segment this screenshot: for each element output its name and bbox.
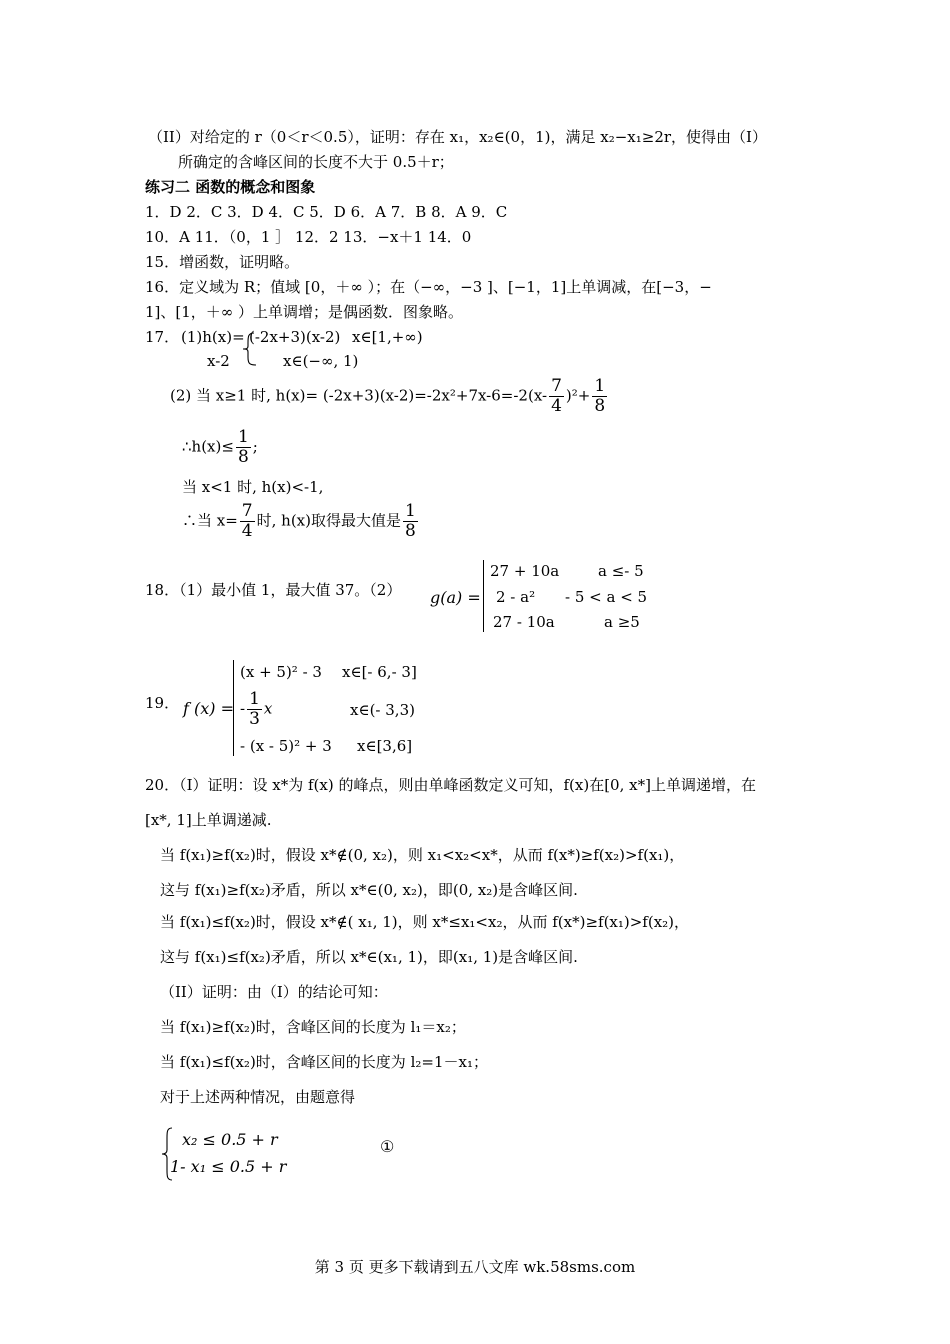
q17-frac-1-8 (592, 377, 607, 416)
q19-row3-expr: - (x - 5)² + 3 (240, 737, 332, 755)
q20-line7: （II）证明：由（I）的结论可知： (160, 983, 388, 1001)
q19-row2-sign: - (240, 699, 246, 718)
q17-therefore1-prefix: ∴h(x)≤ (182, 437, 234, 456)
q19-row2-frac (247, 690, 262, 729)
q18-row3-cond: a ≥5 (604, 613, 640, 631)
q20-system-row1: x₂ ≤ 0.5 + r (182, 1130, 278, 1149)
answers-row1: 1．D 2．C 3．D 4．C 5．D 6．A 7．B 8．A 9．C (145, 203, 508, 221)
q20-line6: 这与 f(x₁)≤f(x₂)矛盾，所以 x*∈(x₁, 1)，即(x₁, 1)是含峰区间. (160, 948, 578, 966)
q19-lhs: f (x) = (183, 699, 235, 718)
q17-frac2-num: 1 (594, 376, 606, 396)
q17-therefore1-num: 1 (237, 427, 249, 447)
q16-line2: 1]、[1，＋∞ ）上单调增；是偶函数．图象略。 (145, 303, 464, 321)
q17-therefore2-num2: 1 (405, 501, 416, 521)
q18-row1-cond: a ≤- 5 (598, 562, 644, 580)
q17-case2-cond: x∈(−∞, 1) (283, 352, 359, 370)
q20-line1: 20．（I）证明：设 x*为 f(x) 的峰点，则由单峰函数定义可知，f(x)在[0, x*]上单调递增，在 (145, 776, 756, 794)
q19-row2-den: 3 (249, 709, 260, 729)
page-footer: 第 3 页 更多下载请到五八文库 wk.58sms.com (314, 1258, 636, 1276)
q17-therefore2-prefix: ∴当 x= (182, 511, 238, 530)
q20-line2: [x*, 1]上单调递减. (145, 811, 272, 829)
q20-line4: 这与 f(x₁)≥f(x₂)矛盾，所以 x*∈(0, x₂)，即(0, x₂)是含峰区间. (160, 881, 578, 899)
q17-therefore2-frac1 (240, 502, 255, 541)
q17-therefore2-den2: 8 (405, 521, 416, 541)
q19-row1-expr: (x + 5)² - 3 (240, 663, 322, 681)
circled-one-marker: ① (380, 1137, 395, 1156)
q19-row1-cond: x∈[- 6,- 3] (342, 663, 417, 681)
q19-label: 19． (145, 694, 180, 712)
q17-therefore1 (182, 428, 258, 467)
q17-brace (240, 331, 260, 367)
q17-label: 17． (145, 328, 180, 346)
q20-line9: 当 f(x₁)≤f(x₂)时，含峰区间的长度为 l₂=1－x₁； (160, 1053, 488, 1071)
q17-therefore1-suffix: ; (252, 437, 258, 456)
q18-row3-expr: 27 - 10a (493, 613, 555, 631)
q17-therefore1-den: 8 (237, 447, 249, 467)
q17-therefore1-frac (236, 428, 251, 467)
q20-line8: 当 f(x₁)≥f(x₂)时，含峰区间的长度为 l₁＝x₂； (160, 1018, 466, 1036)
q19-row3-cond: x∈[3,6] (357, 737, 413, 755)
q19-row2-var: x (263, 699, 273, 718)
q19-row2-cond: x∈(- 3,3) (350, 701, 415, 719)
q17-therefore2-frac2 (403, 502, 418, 541)
section-title: 练习二 函数的概念和图象 (145, 178, 316, 196)
answers-row2: 10．A 11．（0，1 ］ 12．2 13．−x＋1 14．0 (145, 228, 472, 246)
q17-frac1-num: 7 (551, 376, 562, 396)
q18-row2-cond: - 5 < a < 5 (565, 588, 648, 606)
q20-line5: 当 f(x₁)≤f(x₂)时，假设 x*∉( x₁, 1)，则 x*≤x₁<x₂，从而 f(x*)≥f(x₁)>f(x₂)， (160, 913, 690, 931)
q17-case1-expr: (-2x+3)(x-2) (249, 328, 341, 346)
q17-case2-expr: x-2 (207, 352, 230, 370)
q17-therefore2 (182, 502, 420, 541)
q18-row2-expr: 2 - a² (496, 588, 536, 606)
q19-row2-num: 1 (249, 689, 260, 709)
q18-brace (483, 560, 484, 632)
q17-therefore2-den1: 4 (241, 521, 253, 541)
q17-therefore2-num1: 7 (241, 501, 253, 521)
q17-frac-7-4 (549, 377, 564, 416)
q17-frac2-den: 8 (594, 396, 606, 416)
question-ii-line2: 所确定的含峰区间的长度不大于 0.5＋r； (178, 153, 454, 171)
q19-row2 (240, 690, 272, 729)
q17-part2-prefix: (2) 当 x≥1 时, h(x)= (-2x+3)(x-2)=-2x²+7x-6=-2(x- (170, 386, 548, 405)
q18-lhs: g(a) = (430, 588, 481, 607)
q17-when-lt1: 当 x<1 时, h(x)<-1, (182, 478, 324, 496)
q17-head: (1)h(x)= (181, 328, 245, 346)
q20-line10: 对于上述两种情况，由题意得 (160, 1088, 356, 1106)
q19-brace (233, 660, 234, 756)
q17-part2 (170, 377, 609, 416)
q15-text: 15．增函数，证明略。 (145, 253, 300, 271)
q17-therefore2-mid: 时, h(x)取得最大值是 (256, 511, 401, 530)
q20-line3: 当 f(x₁)≥f(x₂)时，假设 x*∉(0, x₂)，则 x₁<x₂<x*，从而 f(x*)≥f(x₂)>f(x₁)， (160, 846, 685, 864)
q18-row1-expr: 27 + 10a (490, 562, 560, 580)
q17-case1-cond: x∈[1,+∞) (352, 328, 423, 346)
q17-frac1-den: 4 (551, 396, 562, 416)
q16-line1: 16．定义域为 R；值域 [0，＋∞ ）；在（−∞，−3 ]、[−1，1]上单调减，在[−3，− (145, 278, 712, 296)
q17-part2-mid: )²+ (565, 386, 591, 405)
q18-text: 18．（1）最小值 1，最大值 37。（2） (145, 581, 402, 599)
question-ii-line1: （II）对给定的 r（0＜r＜0.5），证明：存在 x₁，x₂∈(0，1)，满足 x₂−x₁≥2r，使得由（I） (148, 128, 767, 146)
q20-system-row2: 1- x₁ ≤ 0.5 + r (170, 1157, 287, 1176)
